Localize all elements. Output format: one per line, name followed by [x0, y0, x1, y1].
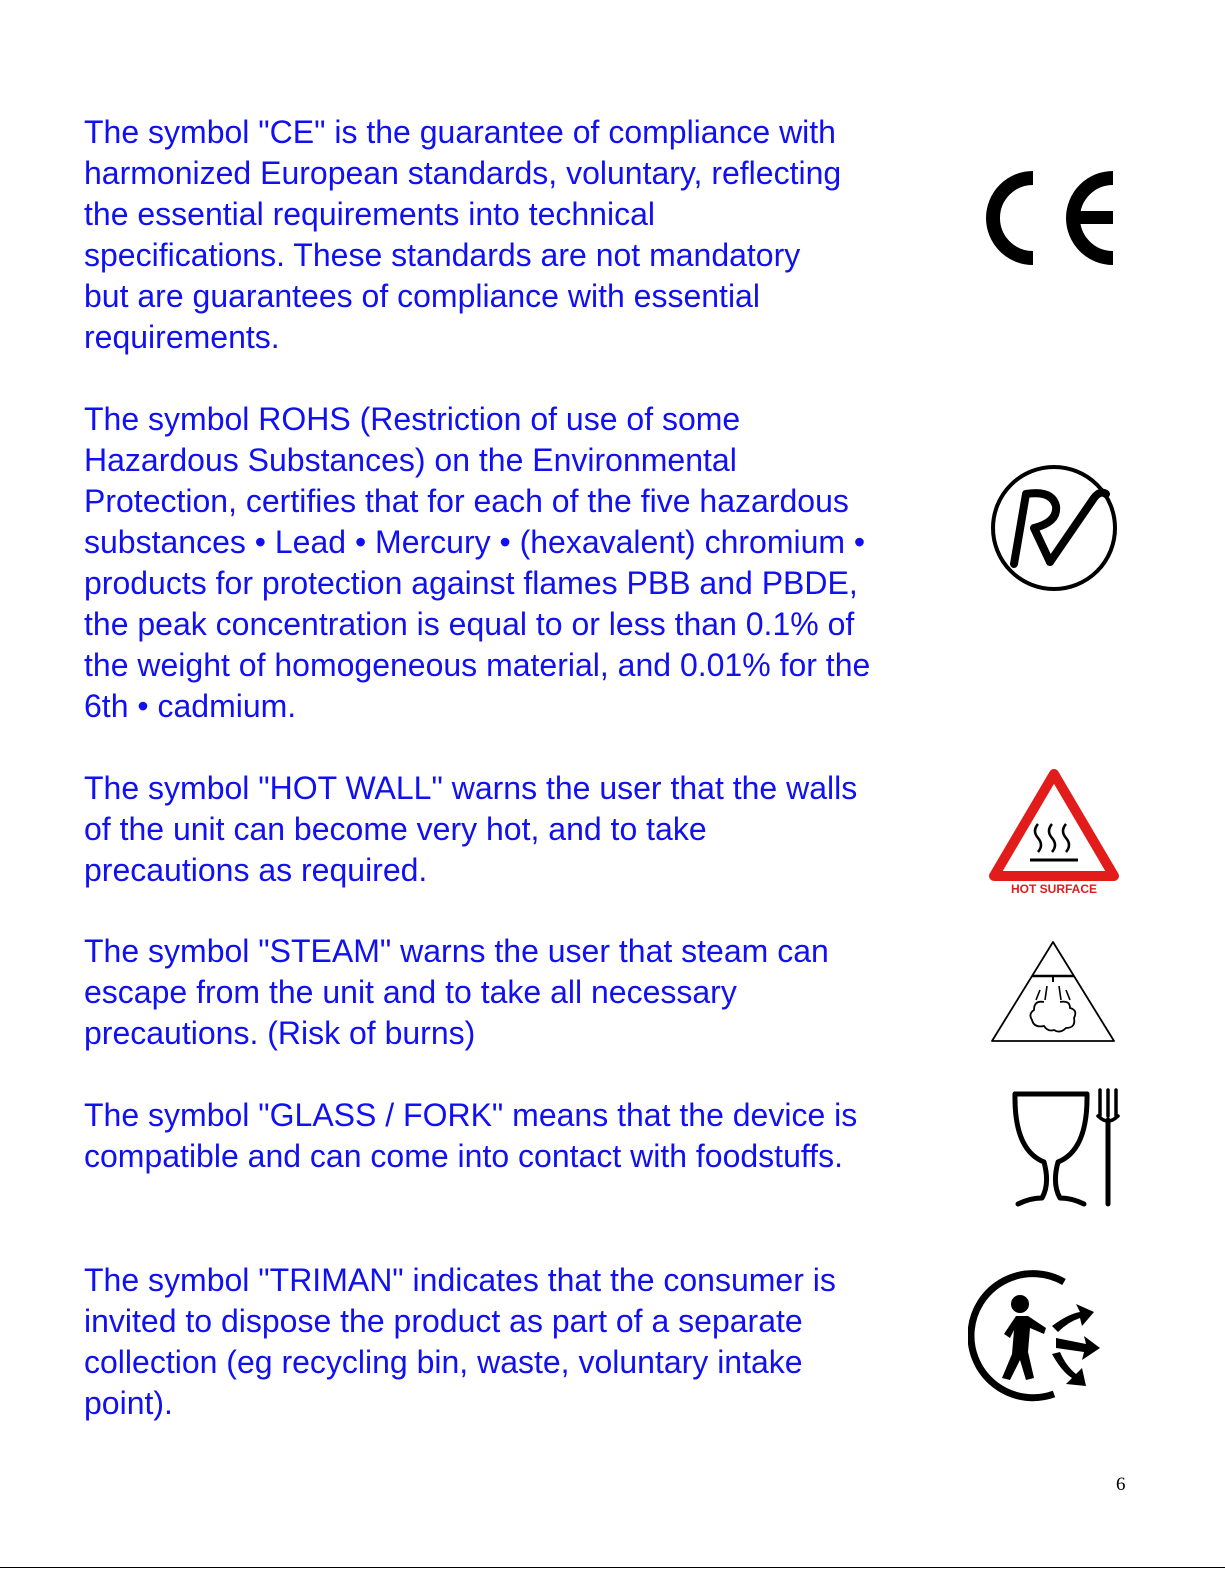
glass-fork-paragraph: The symbol "GLASS / FORK" means that the device is compatible and can come into contact with foodstuffs. [84, 1097, 858, 1174]
ce-paragraph: The symbol "CE" is the guarantee of compliance with harmonized European standards, voluntary, reflecting the essential requirements into technical specifications. These standards are not mandatory but are guarantees of compliance with essential requirements. [84, 114, 842, 355]
hot-surface-icon [986, 766, 1122, 900]
page-number: 6 [1116, 1474, 1126, 1495]
steam-paragraph: The symbol "STEAM" warns the user that steam can escape from the unit and to take all necessary precautions. (Risk of burns) [84, 933, 829, 1051]
rohs-paragraph: The symbol ROHS (Restriction of use of some Hazardous Substances) on the Environmental Protection, certifies that for each of the five hazardous substances • Lead • Mercury • (hexavalent) chromium • products for protection against flames PBB and PBDE, the peak concentration is equal to or less than 0.1% of the weight of homogeneous material, and 0.01% for the 6th • cadmium. [84, 401, 871, 724]
triman-icon [968, 1268, 1104, 1404]
hot-wall-paragraph: The symbol "HOT WALL" warns the user that the walls of the unit can become very hot, and to take precautions as required. [84, 770, 858, 888]
triman-paragraph: The symbol "TRIMAN" indicates that the consumer is invited to dispose the product as part of a separate collection (eg recycling bin, waste, voluntary intake point). [84, 1262, 836, 1421]
steam-warning-icon [988, 938, 1118, 1046]
glass-fork-icon [1010, 1088, 1124, 1208]
rohs-icon [988, 462, 1120, 594]
hot-surface-label: HOT SURFACE [1010, 882, 1098, 896]
bottom-rule [0, 1567, 1225, 1568]
ce-mark-icon [975, 166, 1120, 270]
